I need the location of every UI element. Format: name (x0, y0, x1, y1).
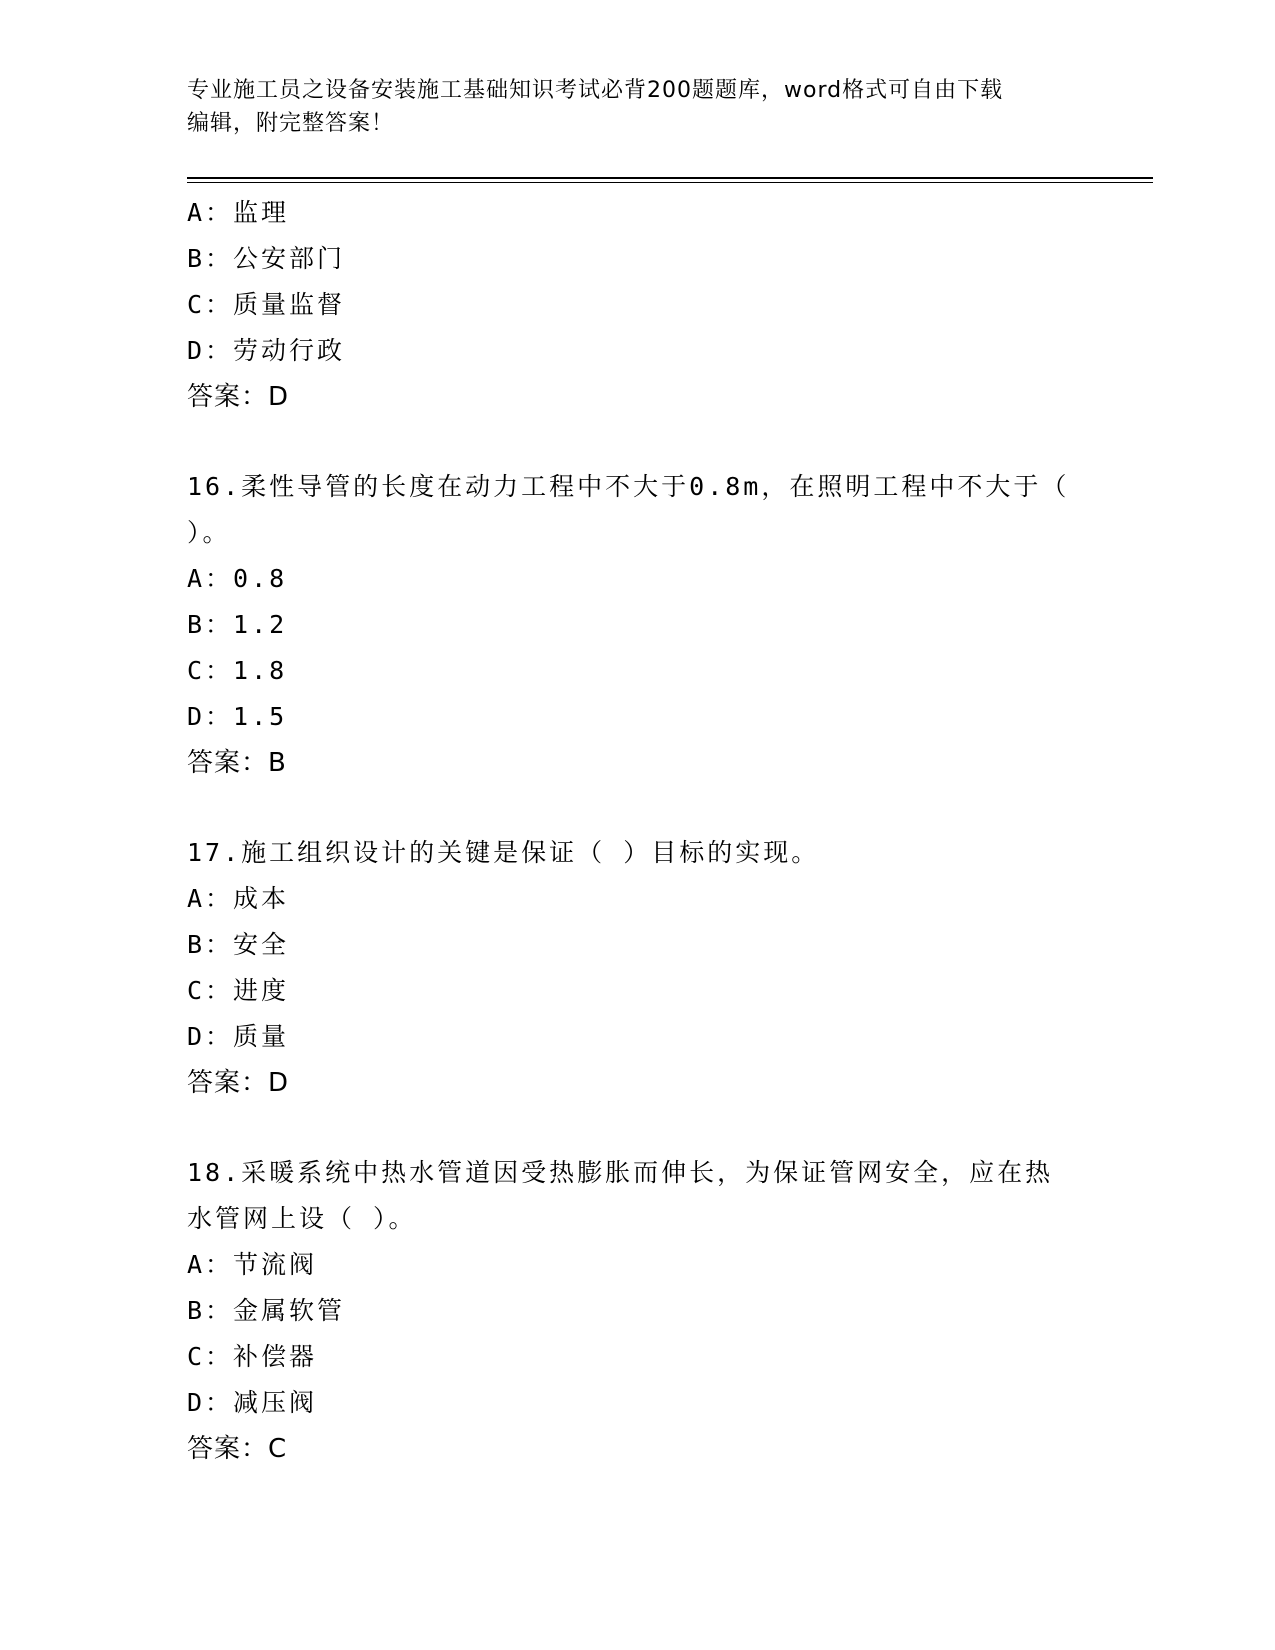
question-15 (187, 190, 1087, 420)
question-text-line-2: 水管网上设（ ）。 (187, 1204, 417, 1233)
option-a: A：成本 (187, 884, 290, 913)
answer: 答案：D (187, 1068, 290, 1098)
option-d: D：劳动行政 (187, 336, 346, 365)
option-d: D：质量 (187, 1022, 290, 1051)
answer: 答案：B (187, 748, 287, 778)
question-18 (187, 1150, 1087, 1472)
question-text-line-2: ）。 (187, 518, 231, 547)
option-b: B：公安部门 (187, 244, 346, 273)
question-text-line-1: 18.采暖系统中热水管道因受热膨胀而伸长，为保证管网安全，应在热 (187, 1158, 1054, 1187)
answer: 答案：C (187, 1434, 288, 1464)
header-divider (187, 177, 1153, 183)
option-c: C：进度 (187, 976, 290, 1005)
header-title-line-1: 专业施工员之设备安装施工基础知识考试必背200题题库，word格式可自由下载 (187, 78, 1004, 103)
page-header (187, 74, 1087, 140)
option-a: A：0.8 (187, 564, 288, 593)
option-c: C：质量监督 (187, 290, 346, 319)
option-c: C：1.8 (187, 656, 288, 685)
option-b: B：安全 (187, 930, 290, 959)
option-b: B：金属软管 (187, 1296, 346, 1325)
option-d: D：1.5 (187, 702, 288, 731)
header-title-line-2: 编辑，附完整答案！ (187, 111, 395, 136)
question-text-line-1: 16.柔性导管的长度在动力工程中不大于0.8m，在照明工程中不大于（ (187, 472, 1070, 501)
question-text-line-1: 17.施工组织设计的关键是保证（ ）目标的实现。 (187, 838, 820, 867)
question-17 (187, 830, 1087, 1106)
question-list (187, 190, 1087, 1472)
option-b: B：1.2 (187, 610, 288, 639)
option-d: D：减压阀 (187, 1388, 318, 1417)
option-a: A：监理 (187, 198, 290, 227)
option-c: C：补偿器 (187, 1342, 318, 1371)
option-a: A：节流阀 (187, 1250, 318, 1279)
question-16 (187, 464, 1087, 786)
answer: 答案：D (187, 382, 290, 412)
